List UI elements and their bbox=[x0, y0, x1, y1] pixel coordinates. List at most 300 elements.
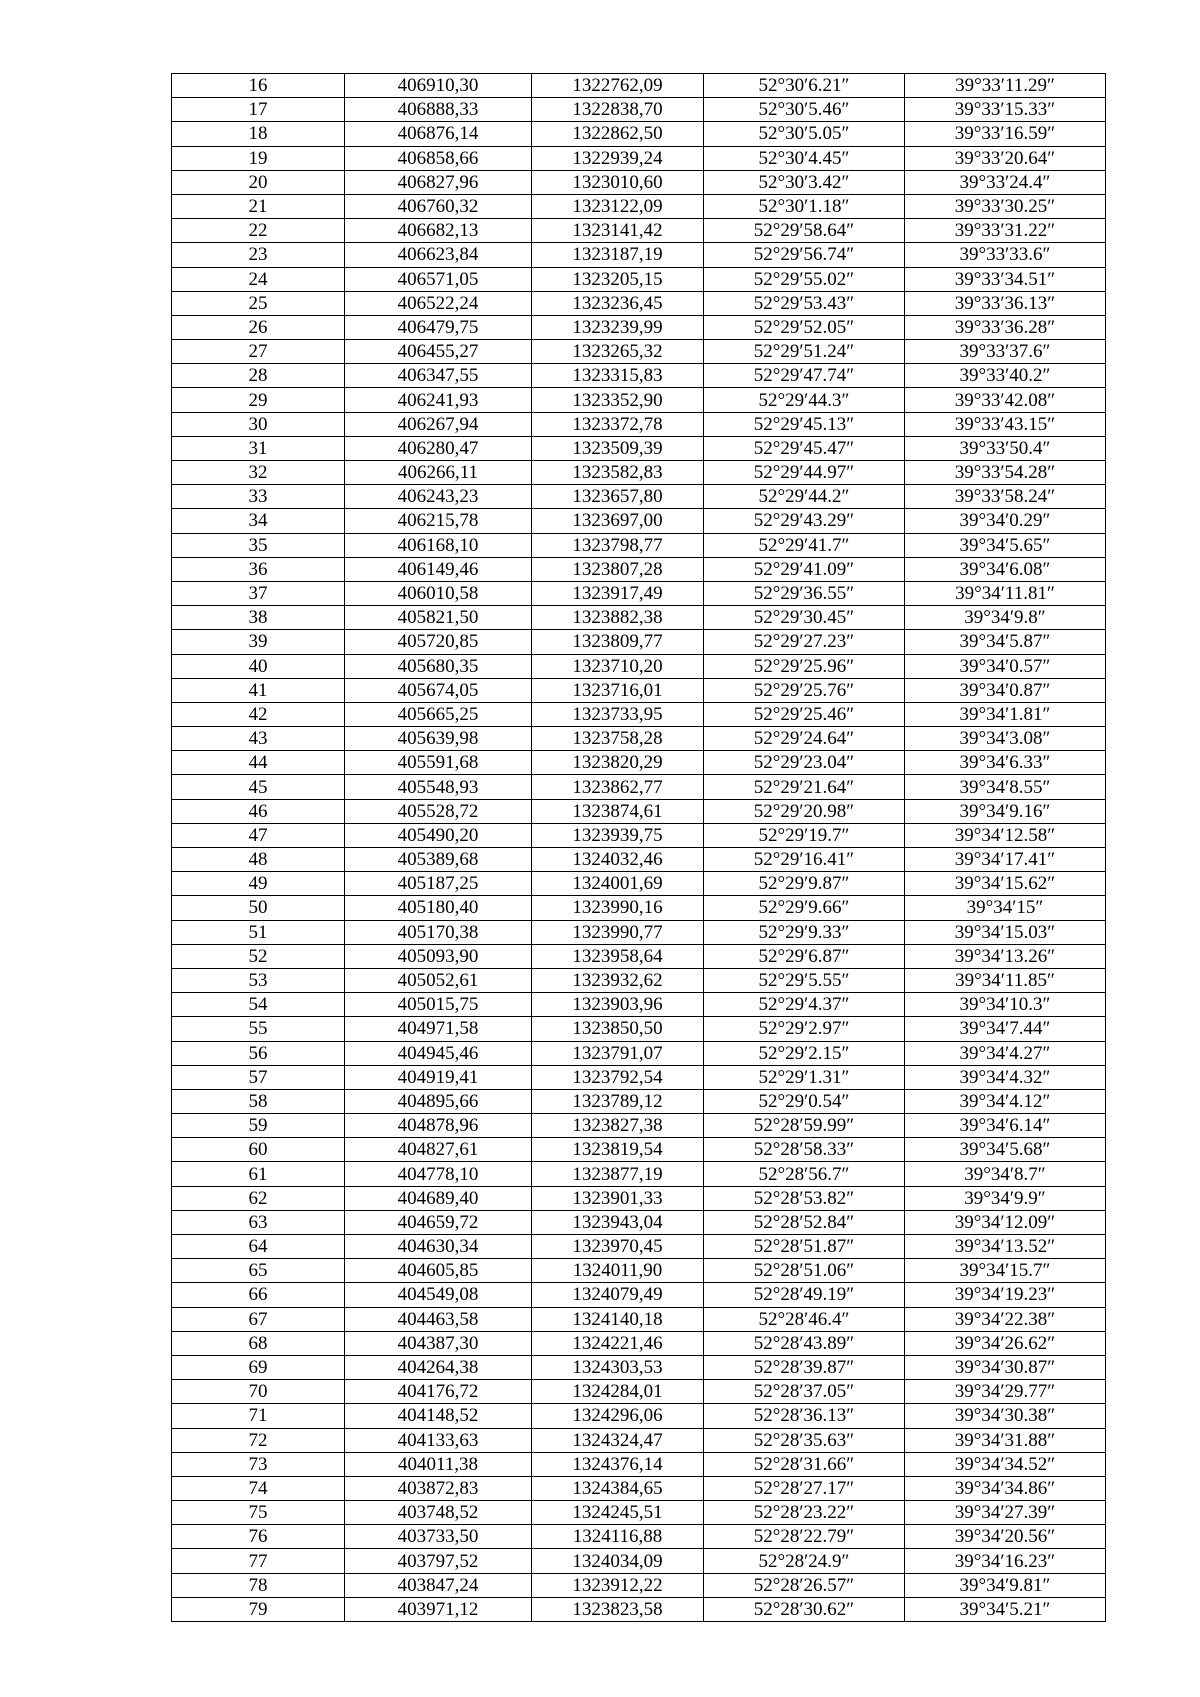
latitude-cell: 52°29′6.87″ bbox=[704, 944, 905, 968]
point-number-cell: 41 bbox=[172, 678, 345, 702]
latitude-cell: 52°28′39.87″ bbox=[704, 1355, 905, 1379]
y-coordinate-cell: 1323877,19 bbox=[532, 1162, 704, 1186]
x-coordinate-cell: 405170,38 bbox=[345, 920, 532, 944]
x-coordinate-cell: 406522,24 bbox=[345, 291, 532, 315]
x-coordinate-cell: 404264,38 bbox=[345, 1355, 532, 1379]
x-coordinate-cell: 405821,50 bbox=[345, 606, 532, 630]
coordinates-table-body bbox=[172, 74, 1106, 1622]
x-coordinate-cell: 404827,61 bbox=[345, 1138, 532, 1162]
latitude-cell: 52°29′25.76″ bbox=[704, 678, 905, 702]
point-number-cell: 17 bbox=[172, 98, 345, 122]
latitude-cell: 52°29′9.33″ bbox=[704, 920, 905, 944]
longitude-cell: 39°33′43.15″ bbox=[905, 412, 1106, 436]
longitude-cell: 39°33′42.08″ bbox=[905, 388, 1106, 412]
latitude-cell: 52°28′53.82″ bbox=[704, 1186, 905, 1210]
longitude-cell: 39°33′50.4″ bbox=[905, 436, 1106, 460]
longitude-cell: 39°33′11.29″ bbox=[905, 74, 1106, 98]
longitude-cell: 39°34′19.23″ bbox=[905, 1283, 1106, 1307]
table-row bbox=[172, 533, 1106, 557]
longitude-cell: 39°34′29.77″ bbox=[905, 1380, 1106, 1404]
longitude-cell: 39°34′15.7″ bbox=[905, 1259, 1106, 1283]
table-row bbox=[172, 1307, 1106, 1331]
point-number-cell: 57 bbox=[172, 1065, 345, 1089]
table-row bbox=[172, 315, 1106, 339]
x-coordinate-cell: 404011,38 bbox=[345, 1452, 532, 1476]
longitude-cell: 39°34′7.44″ bbox=[905, 1017, 1106, 1041]
longitude-cell: 39°34′4.12″ bbox=[905, 1089, 1106, 1113]
longitude-cell: 39°34′16.23″ bbox=[905, 1549, 1106, 1573]
table-row bbox=[172, 388, 1106, 412]
y-coordinate-cell: 1323943,04 bbox=[532, 1210, 704, 1234]
x-coordinate-cell: 405720,85 bbox=[345, 630, 532, 654]
longitude-cell: 39°34′6.33″ bbox=[905, 751, 1106, 775]
y-coordinate-cell: 1324303,53 bbox=[532, 1355, 704, 1379]
table-row bbox=[172, 823, 1106, 847]
latitude-cell: 52°28′56.7″ bbox=[704, 1162, 905, 1186]
table-row bbox=[172, 944, 1106, 968]
y-coordinate-cell: 1324116,88 bbox=[532, 1525, 704, 1549]
longitude-cell: 39°34′9.16″ bbox=[905, 799, 1106, 823]
y-coordinate-cell: 1323820,29 bbox=[532, 751, 704, 775]
latitude-cell: 52°29′25.46″ bbox=[704, 702, 905, 726]
x-coordinate-cell: 405591,68 bbox=[345, 751, 532, 775]
x-coordinate-cell: 403872,83 bbox=[345, 1476, 532, 1500]
latitude-cell: 52°28′46.4″ bbox=[704, 1307, 905, 1331]
y-coordinate-cell: 1323903,96 bbox=[532, 993, 704, 1017]
x-coordinate-cell: 406827,96 bbox=[345, 170, 532, 194]
table-row bbox=[172, 1428, 1106, 1452]
longitude-cell: 39°33′40.2″ bbox=[905, 364, 1106, 388]
y-coordinate-cell: 1323827,38 bbox=[532, 1114, 704, 1138]
point-number-cell: 77 bbox=[172, 1549, 345, 1573]
longitude-cell: 39°34′9.8″ bbox=[905, 606, 1106, 630]
latitude-cell: 52°28′22.79″ bbox=[704, 1525, 905, 1549]
x-coordinate-cell: 404133,63 bbox=[345, 1428, 532, 1452]
longitude-cell: 39°33′16.59″ bbox=[905, 122, 1106, 146]
latitude-cell: 52°30′3.42″ bbox=[704, 170, 905, 194]
point-number-cell: 19 bbox=[172, 146, 345, 170]
latitude-cell: 52°29′47.74″ bbox=[704, 364, 905, 388]
x-coordinate-cell: 403748,52 bbox=[345, 1501, 532, 1525]
table-row bbox=[172, 1525, 1106, 1549]
x-coordinate-cell: 406858,66 bbox=[345, 146, 532, 170]
point-number-cell: 40 bbox=[172, 654, 345, 678]
latitude-cell: 52°30′6.21″ bbox=[704, 74, 905, 98]
table-row bbox=[172, 993, 1106, 1017]
latitude-cell: 52°29′41.09″ bbox=[704, 557, 905, 581]
y-coordinate-cell: 1324376,14 bbox=[532, 1452, 704, 1476]
table-row bbox=[172, 1404, 1106, 1428]
x-coordinate-cell: 404463,58 bbox=[345, 1307, 532, 1331]
longitude-cell: 39°34′9.81″ bbox=[905, 1573, 1106, 1597]
point-number-cell: 26 bbox=[172, 315, 345, 339]
table-row bbox=[172, 1476, 1106, 1500]
table-row bbox=[172, 146, 1106, 170]
x-coordinate-cell: 404971,58 bbox=[345, 1017, 532, 1041]
y-coordinate-cell: 1323141,42 bbox=[532, 219, 704, 243]
x-coordinate-cell: 405052,61 bbox=[345, 968, 532, 992]
latitude-cell: 52°29′19.7″ bbox=[704, 823, 905, 847]
x-coordinate-cell: 406682,13 bbox=[345, 219, 532, 243]
latitude-cell: 52°29′2.15″ bbox=[704, 1041, 905, 1065]
table-row bbox=[172, 1597, 1106, 1621]
x-coordinate-cell: 406243,23 bbox=[345, 485, 532, 509]
point-number-cell: 42 bbox=[172, 702, 345, 726]
point-number-cell: 23 bbox=[172, 243, 345, 267]
y-coordinate-cell: 1324284,01 bbox=[532, 1380, 704, 1404]
latitude-cell: 52°29′27.23″ bbox=[704, 630, 905, 654]
y-coordinate-cell: 1323582,83 bbox=[532, 461, 704, 485]
x-coordinate-cell: 405680,35 bbox=[345, 654, 532, 678]
longitude-cell: 39°34′4.32″ bbox=[905, 1065, 1106, 1089]
x-coordinate-cell: 403797,52 bbox=[345, 1549, 532, 1573]
latitude-cell: 52°28′43.89″ bbox=[704, 1331, 905, 1355]
x-coordinate-cell: 406910,30 bbox=[345, 74, 532, 98]
table-row bbox=[172, 606, 1106, 630]
table-row bbox=[172, 485, 1106, 509]
longitude-cell: 39°33′36.13″ bbox=[905, 291, 1106, 315]
y-coordinate-cell: 1323352,90 bbox=[532, 388, 704, 412]
table-row bbox=[172, 291, 1106, 315]
y-coordinate-cell: 1323823,58 bbox=[532, 1597, 704, 1621]
table-row bbox=[172, 1501, 1106, 1525]
table-row bbox=[172, 630, 1106, 654]
latitude-cell: 52°28′51.87″ bbox=[704, 1235, 905, 1259]
point-number-cell: 75 bbox=[172, 1501, 345, 1525]
y-coordinate-cell: 1324140,18 bbox=[532, 1307, 704, 1331]
y-coordinate-cell: 1323792,54 bbox=[532, 1065, 704, 1089]
y-coordinate-cell: 1323970,45 bbox=[532, 1235, 704, 1259]
y-coordinate-cell: 1324011,90 bbox=[532, 1259, 704, 1283]
point-number-cell: 33 bbox=[172, 485, 345, 509]
latitude-cell: 52°29′51.24″ bbox=[704, 340, 905, 364]
latitude-cell: 52°28′36.13″ bbox=[704, 1404, 905, 1428]
point-number-cell: 58 bbox=[172, 1089, 345, 1113]
table-row bbox=[172, 1549, 1106, 1573]
table-row bbox=[172, 727, 1106, 751]
table-row bbox=[172, 557, 1106, 581]
point-number-cell: 74 bbox=[172, 1476, 345, 1500]
longitude-cell: 39°33′30.25″ bbox=[905, 194, 1106, 218]
x-coordinate-cell: 404689,40 bbox=[345, 1186, 532, 1210]
y-coordinate-cell: 1323874,61 bbox=[532, 799, 704, 823]
latitude-cell: 52°28′31.66″ bbox=[704, 1452, 905, 1476]
table-row bbox=[172, 1114, 1106, 1138]
latitude-cell: 52°29′4.37″ bbox=[704, 993, 905, 1017]
y-coordinate-cell: 1323901,33 bbox=[532, 1186, 704, 1210]
point-number-cell: 65 bbox=[172, 1259, 345, 1283]
y-coordinate-cell: 1324032,46 bbox=[532, 848, 704, 872]
point-number-cell: 34 bbox=[172, 509, 345, 533]
y-coordinate-cell: 1322939,24 bbox=[532, 146, 704, 170]
latitude-cell: 52°30′4.45″ bbox=[704, 146, 905, 170]
table-row bbox=[172, 678, 1106, 702]
point-number-cell: 67 bbox=[172, 1307, 345, 1331]
longitude-cell: 39°34′11.85″ bbox=[905, 968, 1106, 992]
point-number-cell: 32 bbox=[172, 461, 345, 485]
latitude-cell: 52°29′20.98″ bbox=[704, 799, 905, 823]
latitude-cell: 52°29′44.97″ bbox=[704, 461, 905, 485]
latitude-cell: 52°29′43.29″ bbox=[704, 509, 905, 533]
y-coordinate-cell: 1322862,50 bbox=[532, 122, 704, 146]
y-coordinate-cell: 1323716,01 bbox=[532, 678, 704, 702]
y-coordinate-cell: 1324034,09 bbox=[532, 1549, 704, 1573]
longitude-cell: 39°34′26.62″ bbox=[905, 1331, 1106, 1355]
x-coordinate-cell: 406168,10 bbox=[345, 533, 532, 557]
latitude-cell: 52°28′27.17″ bbox=[704, 1476, 905, 1500]
coordinates-table bbox=[171, 73, 1106, 1622]
x-coordinate-cell: 404549,08 bbox=[345, 1283, 532, 1307]
y-coordinate-cell: 1323122,09 bbox=[532, 194, 704, 218]
x-coordinate-cell: 404387,30 bbox=[345, 1331, 532, 1355]
point-number-cell: 56 bbox=[172, 1041, 345, 1065]
table-row bbox=[172, 1380, 1106, 1404]
x-coordinate-cell: 404148,52 bbox=[345, 1404, 532, 1428]
point-number-cell: 21 bbox=[172, 194, 345, 218]
x-coordinate-cell: 406888,33 bbox=[345, 98, 532, 122]
longitude-cell: 39°33′24.4″ bbox=[905, 170, 1106, 194]
y-coordinate-cell: 1323733,95 bbox=[532, 702, 704, 726]
y-coordinate-cell: 1323798,77 bbox=[532, 533, 704, 557]
point-number-cell: 55 bbox=[172, 1017, 345, 1041]
point-number-cell: 44 bbox=[172, 751, 345, 775]
x-coordinate-cell: 405665,25 bbox=[345, 702, 532, 726]
point-number-cell: 29 bbox=[172, 388, 345, 412]
longitude-cell: 39°34′15.62″ bbox=[905, 872, 1106, 896]
longitude-cell: 39°34′30.38″ bbox=[905, 1404, 1106, 1428]
x-coordinate-cell: 405187,25 bbox=[345, 872, 532, 896]
x-coordinate-cell: 404659,72 bbox=[345, 1210, 532, 1234]
y-coordinate-cell: 1323939,75 bbox=[532, 823, 704, 847]
table-row bbox=[172, 920, 1106, 944]
y-coordinate-cell: 1323205,15 bbox=[532, 267, 704, 291]
x-coordinate-cell: 406266,11 bbox=[345, 461, 532, 485]
point-number-cell: 60 bbox=[172, 1138, 345, 1162]
latitude-cell: 52°29′55.02″ bbox=[704, 267, 905, 291]
latitude-cell: 52°29′21.64″ bbox=[704, 775, 905, 799]
longitude-cell: 39°33′33.6″ bbox=[905, 243, 1106, 267]
point-number-cell: 70 bbox=[172, 1380, 345, 1404]
longitude-cell: 39°34′3.08″ bbox=[905, 727, 1106, 751]
x-coordinate-cell: 406010,58 bbox=[345, 581, 532, 605]
latitude-cell: 52°29′56.74″ bbox=[704, 243, 905, 267]
x-coordinate-cell: 405548,93 bbox=[345, 775, 532, 799]
table-row bbox=[172, 968, 1106, 992]
x-coordinate-cell: 406623,84 bbox=[345, 243, 532, 267]
longitude-cell: 39°33′34.51″ bbox=[905, 267, 1106, 291]
y-coordinate-cell: 1323315,83 bbox=[532, 364, 704, 388]
longitude-cell: 39°34′0.57″ bbox=[905, 654, 1106, 678]
latitude-cell: 52°29′58.64″ bbox=[704, 219, 905, 243]
point-number-cell: 16 bbox=[172, 74, 345, 98]
point-number-cell: 22 bbox=[172, 219, 345, 243]
longitude-cell: 39°34′13.26″ bbox=[905, 944, 1106, 968]
y-coordinate-cell: 1323010,60 bbox=[532, 170, 704, 194]
longitude-cell: 39°34′8.7″ bbox=[905, 1162, 1106, 1186]
table-row bbox=[172, 461, 1106, 485]
y-coordinate-cell: 1323917,49 bbox=[532, 581, 704, 605]
table-row bbox=[172, 1573, 1106, 1597]
y-coordinate-cell: 1323912,22 bbox=[532, 1573, 704, 1597]
longitude-cell: 39°34′15.03″ bbox=[905, 920, 1106, 944]
table-row bbox=[172, 267, 1106, 291]
point-number-cell: 76 bbox=[172, 1525, 345, 1549]
table-row bbox=[172, 74, 1106, 98]
table-row bbox=[172, 1283, 1106, 1307]
point-number-cell: 46 bbox=[172, 799, 345, 823]
longitude-cell: 39°34′27.39″ bbox=[905, 1501, 1106, 1525]
y-coordinate-cell: 1322838,70 bbox=[532, 98, 704, 122]
longitude-cell: 39°34′10.3″ bbox=[905, 993, 1106, 1017]
latitude-cell: 52°29′52.05″ bbox=[704, 315, 905, 339]
latitude-cell: 52°28′26.57″ bbox=[704, 1573, 905, 1597]
table-row bbox=[172, 751, 1106, 775]
x-coordinate-cell: 404895,66 bbox=[345, 1089, 532, 1113]
latitude-cell: 52°29′9.87″ bbox=[704, 872, 905, 896]
longitude-cell: 39°34′17.41″ bbox=[905, 848, 1106, 872]
point-number-cell: 69 bbox=[172, 1355, 345, 1379]
x-coordinate-cell: 406876,14 bbox=[345, 122, 532, 146]
longitude-cell: 39°34′12.09″ bbox=[905, 1210, 1106, 1234]
x-coordinate-cell: 405674,05 bbox=[345, 678, 532, 702]
table-row bbox=[172, 1331, 1106, 1355]
y-coordinate-cell: 1323862,77 bbox=[532, 775, 704, 799]
latitude-cell: 52°29′1.31″ bbox=[704, 1065, 905, 1089]
point-number-cell: 62 bbox=[172, 1186, 345, 1210]
table-row bbox=[172, 1452, 1106, 1476]
x-coordinate-cell: 403971,12 bbox=[345, 1597, 532, 1621]
x-coordinate-cell: 404778,10 bbox=[345, 1162, 532, 1186]
y-coordinate-cell: 1323819,54 bbox=[532, 1138, 704, 1162]
point-number-cell: 52 bbox=[172, 944, 345, 968]
point-number-cell: 38 bbox=[172, 606, 345, 630]
point-number-cell: 78 bbox=[172, 1573, 345, 1597]
y-coordinate-cell: 1324296,06 bbox=[532, 1404, 704, 1428]
y-coordinate-cell: 1324079,49 bbox=[532, 1283, 704, 1307]
y-coordinate-cell: 1323265,32 bbox=[532, 340, 704, 364]
x-coordinate-cell: 406760,32 bbox=[345, 194, 532, 218]
table-row bbox=[172, 194, 1106, 218]
x-coordinate-cell: 404878,96 bbox=[345, 1114, 532, 1138]
point-number-cell: 51 bbox=[172, 920, 345, 944]
point-number-cell: 79 bbox=[172, 1597, 345, 1621]
longitude-cell: 39°34′8.55″ bbox=[905, 775, 1106, 799]
latitude-cell: 52°28′24.9″ bbox=[704, 1549, 905, 1573]
x-coordinate-cell: 404630,34 bbox=[345, 1235, 532, 1259]
latitude-cell: 52°29′0.54″ bbox=[704, 1089, 905, 1113]
point-number-cell: 25 bbox=[172, 291, 345, 315]
latitude-cell: 52°28′23.22″ bbox=[704, 1501, 905, 1525]
longitude-cell: 39°33′31.22″ bbox=[905, 219, 1106, 243]
longitude-cell: 39°34′22.38″ bbox=[905, 1307, 1106, 1331]
longitude-cell: 39°34′6.14″ bbox=[905, 1114, 1106, 1138]
table-row bbox=[172, 775, 1106, 799]
point-number-cell: 47 bbox=[172, 823, 345, 847]
x-coordinate-cell: 406241,93 bbox=[345, 388, 532, 412]
y-coordinate-cell: 1324324,47 bbox=[532, 1428, 704, 1452]
y-coordinate-cell: 1323990,16 bbox=[532, 896, 704, 920]
latitude-cell: 52°29′30.45″ bbox=[704, 606, 905, 630]
point-number-cell: 63 bbox=[172, 1210, 345, 1234]
point-number-cell: 72 bbox=[172, 1428, 345, 1452]
table-row bbox=[172, 1186, 1106, 1210]
point-number-cell: 49 bbox=[172, 872, 345, 896]
point-number-cell: 37 bbox=[172, 581, 345, 605]
latitude-cell: 52°29′36.55″ bbox=[704, 581, 905, 605]
x-coordinate-cell: 404176,72 bbox=[345, 1380, 532, 1404]
point-number-cell: 50 bbox=[172, 896, 345, 920]
longitude-cell: 39°34′11.81″ bbox=[905, 581, 1106, 605]
x-coordinate-cell: 405528,72 bbox=[345, 799, 532, 823]
y-coordinate-cell: 1323187,19 bbox=[532, 243, 704, 267]
longitude-cell: 39°34′5.21″ bbox=[905, 1597, 1106, 1621]
latitude-cell: 52°29′44.3″ bbox=[704, 388, 905, 412]
table-row bbox=[172, 654, 1106, 678]
longitude-cell: 39°33′20.64″ bbox=[905, 146, 1106, 170]
table-row bbox=[172, 436, 1106, 460]
point-number-cell: 20 bbox=[172, 170, 345, 194]
y-coordinate-cell: 1323958,64 bbox=[532, 944, 704, 968]
longitude-cell: 39°34′5.87″ bbox=[905, 630, 1106, 654]
table-row bbox=[172, 219, 1106, 243]
x-coordinate-cell: 405093,90 bbox=[345, 944, 532, 968]
table-row bbox=[172, 872, 1106, 896]
point-number-cell: 66 bbox=[172, 1283, 345, 1307]
x-coordinate-cell: 406347,55 bbox=[345, 364, 532, 388]
longitude-cell: 39°34′31.88″ bbox=[905, 1428, 1106, 1452]
longitude-cell: 39°34′5.65″ bbox=[905, 533, 1106, 557]
latitude-cell: 52°29′5.55″ bbox=[704, 968, 905, 992]
longitude-cell: 39°34′0.29″ bbox=[905, 509, 1106, 533]
longitude-cell: 39°34′1.81″ bbox=[905, 702, 1106, 726]
y-coordinate-cell: 1323809,77 bbox=[532, 630, 704, 654]
y-coordinate-cell: 1323509,39 bbox=[532, 436, 704, 460]
latitude-cell: 52°28′49.19″ bbox=[704, 1283, 905, 1307]
x-coordinate-cell: 403847,24 bbox=[345, 1573, 532, 1597]
x-coordinate-cell: 405389,68 bbox=[345, 848, 532, 872]
point-number-cell: 48 bbox=[172, 848, 345, 872]
point-number-cell: 68 bbox=[172, 1331, 345, 1355]
y-coordinate-cell: 1323657,80 bbox=[532, 485, 704, 509]
longitude-cell: 39°34′12.58″ bbox=[905, 823, 1106, 847]
latitude-cell: 52°30′5.46″ bbox=[704, 98, 905, 122]
table-row bbox=[172, 122, 1106, 146]
y-coordinate-cell: 1323932,62 bbox=[532, 968, 704, 992]
y-coordinate-cell: 1323882,38 bbox=[532, 606, 704, 630]
table-row bbox=[172, 581, 1106, 605]
table-row bbox=[172, 702, 1106, 726]
point-number-cell: 54 bbox=[172, 993, 345, 1017]
longitude-cell: 39°34′4.27″ bbox=[905, 1041, 1106, 1065]
latitude-cell: 52°29′41.7″ bbox=[704, 533, 905, 557]
longitude-cell: 39°33′54.28″ bbox=[905, 461, 1106, 485]
table-row bbox=[172, 1138, 1106, 1162]
table-row bbox=[172, 1355, 1106, 1379]
latitude-cell: 52°29′53.43″ bbox=[704, 291, 905, 315]
point-number-cell: 35 bbox=[172, 533, 345, 557]
point-number-cell: 27 bbox=[172, 340, 345, 364]
point-number-cell: 31 bbox=[172, 436, 345, 460]
longitude-cell: 39°34′0.87″ bbox=[905, 678, 1106, 702]
x-coordinate-cell: 406280,47 bbox=[345, 436, 532, 460]
y-coordinate-cell: 1324001,69 bbox=[532, 872, 704, 896]
y-coordinate-cell: 1323239,99 bbox=[532, 315, 704, 339]
x-coordinate-cell: 405180,40 bbox=[345, 896, 532, 920]
y-coordinate-cell: 1323789,12 bbox=[532, 1089, 704, 1113]
x-coordinate-cell: 405490,20 bbox=[345, 823, 532, 847]
latitude-cell: 52°28′58.33″ bbox=[704, 1138, 905, 1162]
latitude-cell: 52°28′51.06″ bbox=[704, 1259, 905, 1283]
